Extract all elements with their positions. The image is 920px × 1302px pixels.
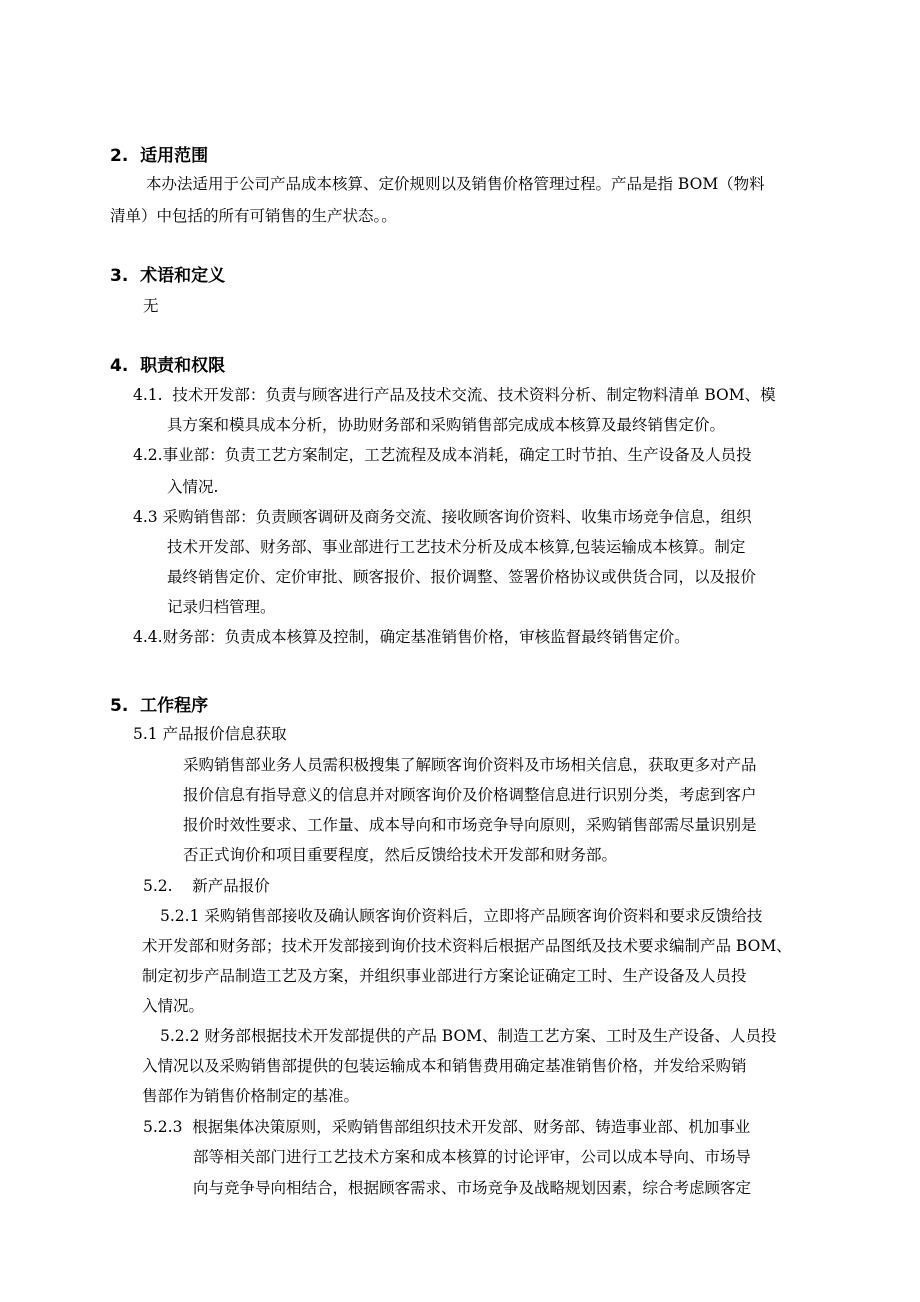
sub-5-2-title: 5.2. 新产品报价 [143, 877, 270, 895]
item-4-4-line-1: 4.4.财务部：负责成本核算及控制，确定基准销售价格，审核监督最终销售定价。 [133, 628, 690, 646]
para-5-2-1-line-1: 5.2.1 采购销售部接收及确认顾客询价资料后，立即将产品顾客询价资料和要求反馈给技 [160, 907, 763, 925]
sub-5-1-line-2: 报价信息有指导意义的信息并对顾客询价及价格调整信息进行识别分类，考虑到客户 [183, 786, 757, 804]
para-5-2-1-line-3: 制定初步产品制造工艺及方案，并组织事业部进行方案论证确定工时、生产设备及人员投 [142, 967, 747, 985]
para-5-2-2-line-1: 5.2.2 财务部根据技术开发部提供的产品 BOM、制造工艺方案、工时及生产设备、人员投 [160, 1027, 777, 1045]
item-4-2-line-2: 入情况. [167, 478, 219, 496]
item-4-3-line-1: 4.3 采购销售部：负责顾客调研及商务交流、接收顾客询价资料、收集市场竞争信息，组织 [133, 508, 752, 526]
item-4-3-line-2: 技术开发部、财务部、事业部进行工艺技术分析及成本核算,包装运输成本核算。制定 [167, 538, 746, 556]
section-2-line-1: 本办法适用于公司产品成本核算、定价规则以及销售价格管理过程。产品是指 BOM（物料 [146, 175, 765, 193]
section-3-heading: 3. 术语和定义 [110, 266, 226, 286]
section-5-heading: 5. 工作程序 [110, 696, 209, 716]
sub-5-1-line-3: 报价时效性要求、工作量、成本导向和市场竞争导向原则，采购销售部需尽量识别是 [183, 816, 757, 834]
item-4-1-line-2: 具方案和模具成本分析，协助财务部和采购销售部完成成本核算及最终销售定价。 [167, 416, 726, 434]
item-4-1-line-1: 4.1. 技术开发部：负责与顾客进行产品及技术交流、技术资料分析、制定物料清单 BOM、模 [133, 386, 776, 404]
para-5-2-1-line-4: 入情况。 [142, 997, 205, 1015]
section-4-heading: 4. 职责和权限 [110, 356, 226, 376]
sub-5-1-line-1: 采购销售部业务人员需积极搜集了解顾客询价资料及市场相关信息，获取更多对产品 [183, 756, 757, 774]
section-2-line-2: 清单）中包括的所有可销售的生产状态。。 [110, 207, 397, 225]
item-4-3-line-4: 记录归档管理。 [167, 598, 276, 616]
sub-5-1-title: 5.1 产品报价信息获取 [133, 725, 287, 743]
item-4-3-line-3: 最终销售定价、定价审批、顾客报价、报价调整、签署价格协议或供货合同，以及报价 [167, 568, 757, 586]
para-5-2-1-line-2: 术开发部和财务部；技术开发部接到询价技术资料后根据产品图纸及技术要求编制产品 BOM、 [142, 937, 792, 955]
para-5-2-3-line-1: 5.2.3 根据集体决策原则，采购销售部组织技术开发部、财务部、铸造事业部、机加事业 [143, 1118, 751, 1136]
sub-5-1-line-4: 否正式询价和项目重要程度，然后反馈给技术开发部和财务部。 [183, 846, 618, 864]
para-5-2-2-line-2: 入情况以及采购销售部提供的包装运输成本和销售费用确定基准销售价格，并发给采购销 [142, 1057, 747, 1075]
para-5-2-2-line-3: 售部作为销售价格制定的基准。 [142, 1087, 360, 1105]
section-3-line-1: 无 [143, 297, 159, 315]
item-4-2-line-1: 4.2.事业部：负责工艺方案制定，工艺流程及成本消耗，确定工时节拍、生产设备及人员投 [133, 446, 752, 464]
para-5-2-3-line-3: 向与竞争导向相结合，根据顾客需求、市场竞争及战略规划因素，综合考虑顾客定 [193, 1179, 752, 1197]
para-5-2-3-line-2: 部等相关部门进行工艺技术方案和成本核算的讨论评审，公司以成本导向、市场导 [193, 1148, 752, 1166]
section-2-heading: 2. 适用范围 [110, 146, 209, 166]
